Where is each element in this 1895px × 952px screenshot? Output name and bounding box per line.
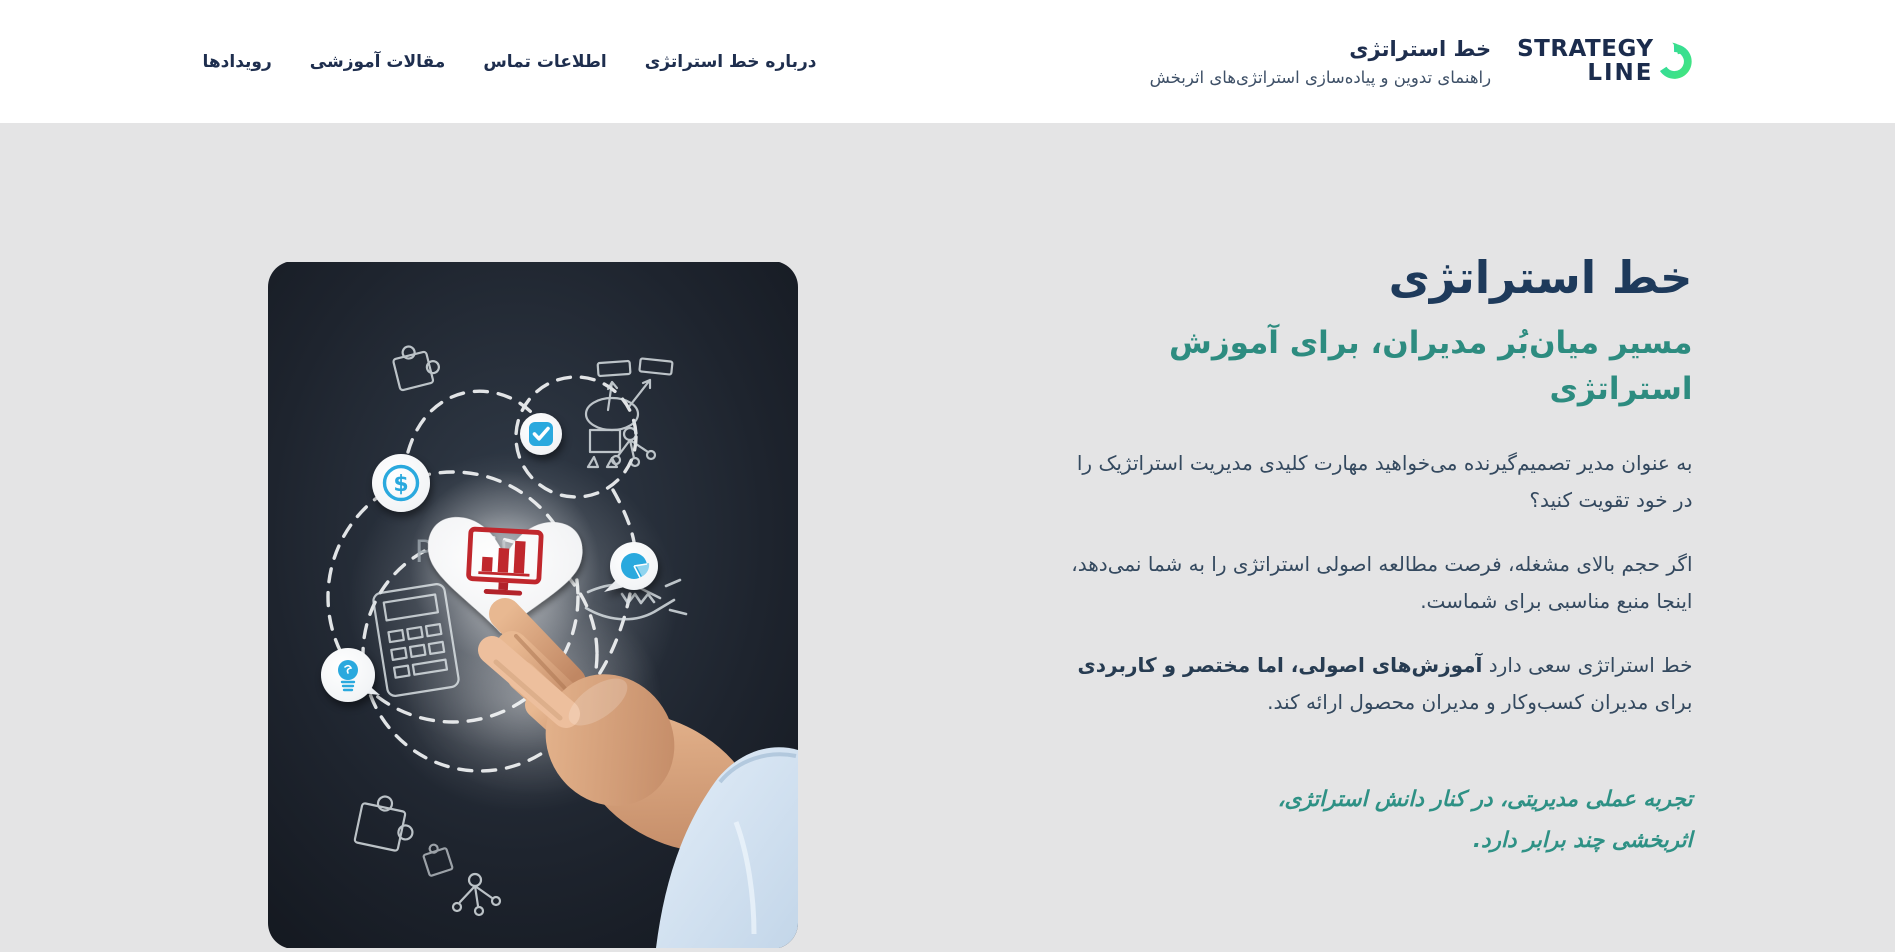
hero-paragraph-1: به عنوان مدیر تصمیم‌گیرنده می‌خواهید مهارت کلیدی مدیریت استراتژیک را در خود تقویت کنید؟	[1076, 450, 1693, 512]
quote-line-2: اثربخشی چند برابر دارد.	[1472, 828, 1693, 854]
nav-item-about[interactable]: درباره خط استراتژی	[644, 51, 817, 72]
site-tagline: راهنمای تدوین و پیاده‌سازی استراتژی‌های اثربخش	[1149, 67, 1492, 87]
site-title: خط استراتژی	[1349, 36, 1492, 61]
dollar-badge-icon	[372, 454, 430, 512]
header-container	[203, 0, 1693, 123]
svg-text:$: $	[392, 472, 409, 497]
page-subtitle: مسیر میان‌بُر مدیران، برای آموزش استراتژی	[1169, 324, 1693, 407]
nav-item-contact[interactable]: اطلاعات تماس	[483, 51, 607, 72]
hero-illustration	[268, 261, 798, 949]
brand-logo[interactable]	[1150, 37, 1693, 87]
main-navigation	[203, 52, 817, 72]
hero-section	[0, 123, 1895, 952]
nav-item-events[interactable]: رویدادها	[202, 51, 272, 72]
hero-illustration-frame	[268, 261, 798, 949]
paragraph-3-pre: خط استراتژی سعی دارد	[1482, 652, 1693, 677]
hero-text-column	[1053, 249, 1693, 862]
hero-quote	[1053, 779, 1693, 863]
hero-paragraph-3	[1053, 647, 1693, 721]
logo-arc-icon	[1655, 40, 1693, 84]
logo-word-line: LINE	[1587, 59, 1654, 86]
check-badge-icon	[520, 413, 562, 455]
nav-item-articles[interactable]: مقالات آموزشی	[309, 51, 446, 72]
hero-container	[203, 123, 1693, 949]
site-title-block	[1150, 37, 1492, 87]
quote-line-1: تجربه عملی مدیریتی، در کنار دانش استراتژی،	[1277, 786, 1693, 812]
paragraph-3-bold: آموزش‌های اصولی، اما مختصر و کاربردی	[1077, 652, 1483, 677]
logo-wordmark	[1517, 38, 1653, 85]
page-title: خط استراتژی	[1388, 251, 1693, 304]
strategy-line-logo	[1517, 38, 1692, 85]
paragraph-3-post: برای مدیران کسب‌وکار و مدیران محصول ارائه کند.	[1267, 689, 1693, 714]
logo-word-strategy: STRATEGY	[1517, 36, 1654, 63]
hero-paragraph-2: اگر حجم بالای مشغله، فرصت مطالعه اصولی استراتژی را به شما نمی‌دهد، اینجا منبع مناسبی برای شماست.	[1071, 551, 1693, 613]
site-header	[0, 0, 1895, 123]
